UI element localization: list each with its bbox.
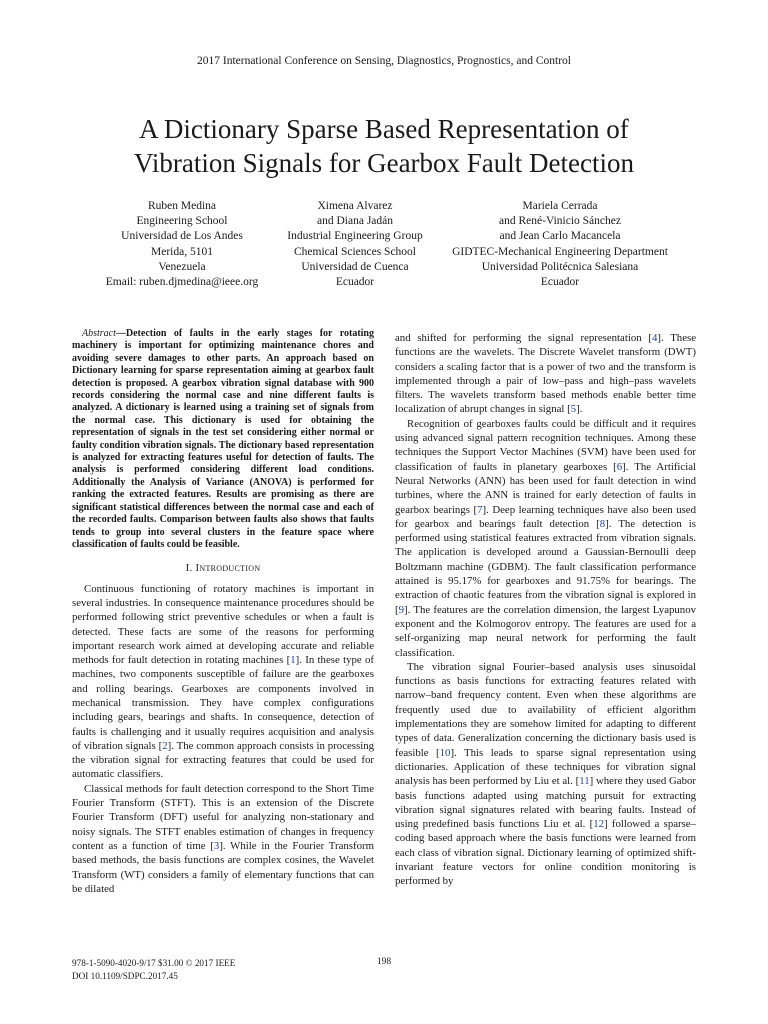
author-line: GIDTEC-Mechanical Engineering Department (452, 245, 668, 258)
paragraph-text: ]. The detection is performed using statistical features extracted from vibration signals. The application is developed around a Gaussian-Bernoulli deep Boltzmann machine (GDBM). The fault classification performance attained is 95.17% for gearboxes and 91.75% for bearings. The extraction of chaotic features from the vibration signal is explored in [ (395, 517, 696, 616)
paragraph-text: ]. The common approach consists in processing the vibration signal for extracting features that could be used for automatic classifiers. (72, 739, 374, 781)
author-line: Mariela Cerrada (522, 200, 598, 212)
paragraph-text: and shifted for performing the signal representation [ (395, 332, 652, 344)
abstract-text: —Detection of faults in the early stages for rotating machinery is important for optimizing maintenance chores and avoiding severe damages to other parts. An approach based on Dictionary learning for sparse representation aiming at gearbox fault detection is proposed. A gearbox vibration signal database with 900 records considering the normal case and nine different faults is analyzed. A dictionary is learned using a training set of signals from the normal case. This dictionary is used for obtaining the representation of signals in the test set considering either normal or faulty condition vibration signals. The dictionary based representation is analyzed for extracting features useful for detection of faults. The analysis is performed considering different load conditions. Additionally the Analysis of Variance (ANOVA) is performed for ranking the extracted features. Results are promising as there are significant statistical differences between the normal case and each of the recorded faults. Comparison between faults also shows that faults tends to group into several clusters in the feature space where classification of faults could be feasible. (72, 328, 374, 550)
citation-link[interactable]: 10 (439, 746, 451, 759)
paragraph-text: ]. This leads to sparse signal representation using dictionaries. Application of these techniques for vibration signal analysis has been performed by Liu et al. [ (395, 746, 696, 788)
paragraph-text: ]. While in the Fourier Transform based methods, the basis functions are complex cosines, the Wavelet Transform (WT) considers a family of elementary functions that can be dilated (72, 839, 374, 895)
author-line: Chemical Sciences School (294, 245, 416, 258)
paragraph-text: ]. The features are the correlation dimension, the largest Lyapunov exponent and the Kolmogorov entropy. The features are used for a self-organizing map neural network for performing the fault classification. (395, 603, 696, 659)
author-line: Engineering School (136, 215, 228, 228)
paragraph (72, 582, 374, 782)
citation-link[interactable]: 1 (290, 654, 296, 667)
left-column (72, 328, 374, 896)
citation-link[interactable]: 5 (570, 403, 577, 416)
citation-link[interactable]: 2 (162, 739, 168, 752)
section-number: I. (185, 562, 193, 575)
citation-link[interactable]: 9 (398, 603, 405, 616)
author-line: Venezuela (158, 260, 206, 273)
paragraph-text: ]. These functions are the wavelets. The Discrete Wavelet transform (DWT) considers a scaling factor that is a power of two and the transform is implemented through a pair of low–pass and high–pass wavelets filters. The wavelets transform based methods enable better time localization of abrupt changes in signal [ (395, 332, 696, 416)
citation-link[interactable]: 12 (593, 818, 604, 831)
author-line: and René-Vinicio Sánchez (499, 215, 621, 228)
citation-link[interactable]: 4 (651, 332, 658, 344)
right-column (395, 331, 696, 889)
section-heading (72, 561, 374, 575)
paper-title (40, 112, 728, 180)
paragraph-text: ]. (576, 403, 583, 416)
conference-header: 2017 International Conference on Sensing, Diagnostics, Prognostics, and Control (196, 55, 571, 67)
author-line: Ecuador (335, 276, 375, 289)
author-block-3 (440, 199, 680, 290)
section-title: Introduction (195, 562, 261, 575)
abstract-label: Abstract (82, 328, 116, 339)
paragraph (395, 417, 696, 660)
paragraph-text: Recognition of gearboxes faults could be difficult and it requires using advanced signal pattern recognition techniques. Among these techniques the Support Vector Machines (SVM) have been used for classification of faults in planetary gearboxes [ (395, 417, 696, 473)
paragraph-text: Classical methods for fault detection correspond to the Short Time Fourier Transform (STFT). This is an extension of the Discrete Fourier Transform (DFT) useful for analyzing non-stationary and noisy signals. The STFT enables estimation of changes in frequency content as a function of time [ (72, 782, 374, 852)
author-line: Ximena Alvarez (317, 200, 393, 212)
author-line: Merida, 5101 (151, 245, 213, 258)
author-email: Email: ruben.djmedina@ieee.org (105, 276, 259, 289)
citation-link[interactable]: 3 (213, 839, 220, 852)
citation-link[interactable]: 8 (599, 517, 606, 530)
paragraph (395, 660, 696, 889)
paragraph-text: Continuous functioning of rotatory machines is important in several industries. In consequence maintenance procedures should be performed following strict preventive schedules or when a fault is detected. These facts are some of the reasons for performing important research work aimed at developing accurate and reliable methods for fault detection in rotating machines [ (72, 582, 374, 667)
author-line: Universidad Politécnica Salesiana (481, 260, 639, 273)
paragraph-text: ]. In these type of machines, two components susceptible of failure are the gearboxes and rolling bearings. Gearboxes are components involved in mechanical transmission. They have complex configurations including gears, bearings and shafts. In consequence, detection of faults is challenging and it usually requires acquisition and analysis of vibration signals [ (72, 654, 374, 752)
citation-link[interactable]: 11 (579, 775, 590, 788)
paragraph-text: ]. The Artificial Neural Networks (ANN) has been used for fault detection in wind turbines, where the ANN is trained for early detection of faults in gearbox bearings [ (395, 460, 696, 516)
author-line: Ruben Medina (147, 200, 217, 212)
paragraph (72, 782, 374, 896)
author-line: Ecuador (540, 276, 580, 289)
page-number: 198 (376, 957, 392, 967)
paragraph-text: ] where they used Gabor basis functions adapted using matching pursuit for extracting vibration signal signatures related with bearing faults. Instead of using predefined basis functions Liu et al. [ (395, 775, 696, 831)
paragraph-text: The vibration signal Fourier–based analysis uses sinusoidal functions as basis functions for extracting features related with narrow–band frequency content. Even when these algorithms are frequently used due to availability of efficient algorithm implementations they are somehow limited for adapting to different types of data. Generalization concerning the dictionary basis used is feasible [ (395, 660, 696, 759)
author-block-2 (270, 199, 440, 290)
title-line-2: Vibration Signals for Gearbox Fault Detection (133, 148, 634, 178)
abstract (72, 328, 374, 551)
isbn-line: 978-1-5090-4020-9/17 $31.00 © 2017 IEEE (72, 958, 236, 968)
paragraph-text: ] followed a sparse–coding based approach where the basis functions were learned from each class of vibration signal. Dictionary learning of optimized shift-invariant feature vectors for online condition monitoring is performed by (395, 818, 696, 888)
author-line: and Diana Jadán (317, 215, 393, 228)
doi-line: DOI 10.1109/SDPC.2017.45 (72, 970, 178, 981)
author-line: Universidad de Cuenca (301, 260, 409, 273)
author-line: Industrial Engineering Group (287, 230, 423, 243)
title-line-1: A Dictionary Sparse Based Representation of (139, 114, 629, 144)
citation-link[interactable]: 7 (477, 503, 483, 516)
author-block-1 (92, 199, 272, 290)
citation-link[interactable]: 6 (616, 460, 623, 473)
paragraph (395, 331, 696, 417)
paragraph-text: ]. Deep learning techniques have also been used for gearbox and bearings fault detection [ (395, 503, 696, 530)
author-line: and Jean Carlo Macancela (499, 230, 621, 243)
author-line: Universidad de Los Andes (121, 230, 243, 243)
